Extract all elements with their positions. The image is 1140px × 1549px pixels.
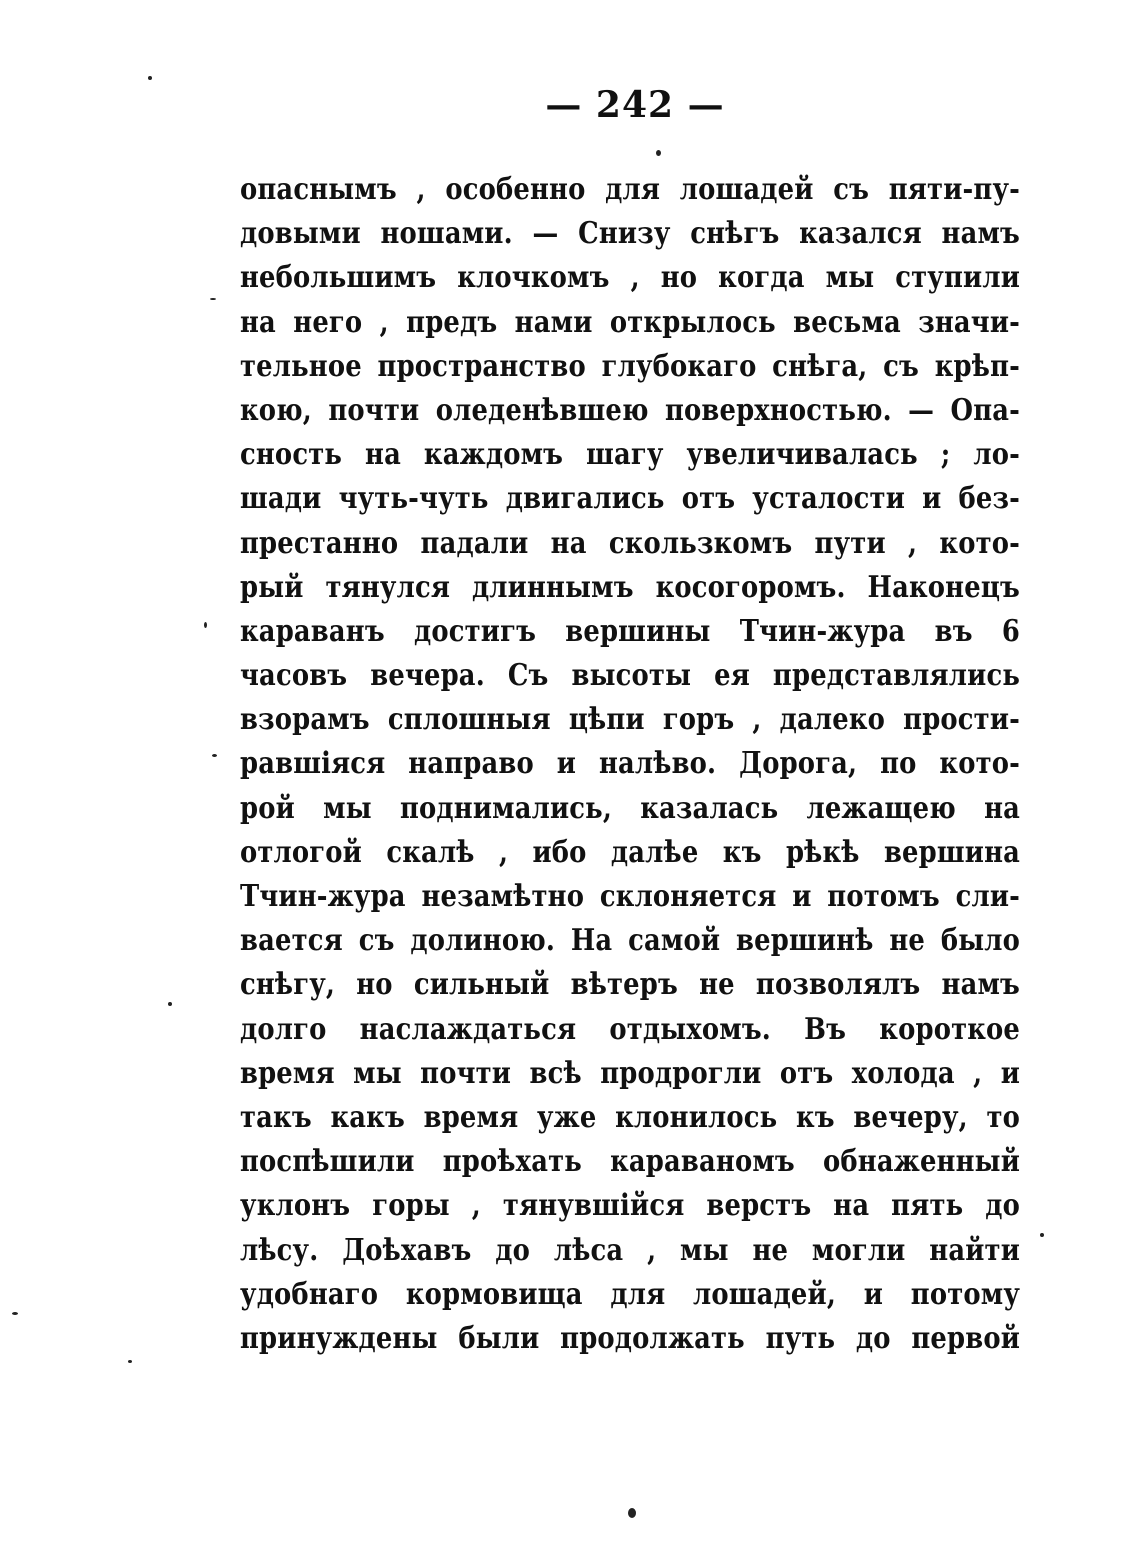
text-line: лѣсу. Доѣхавъ до лѣса , мы не могли найти <box>240 1232 1021 1268</box>
scan-speck <box>210 298 216 300</box>
text-line: равшіяся направо и налѣво. Дорога, по кото- <box>240 746 1021 782</box>
text-line: вается съ долиною. На самой вершинѣ не было <box>240 923 1021 959</box>
text-line: рый тянулся длиннымъ косогоромъ. Наконецъ <box>240 569 1021 605</box>
text-line: кою, почти оледенѣвшею поверхностью. — Опа- <box>240 392 1021 428</box>
scan-speck <box>212 754 217 757</box>
text-line: принуждены были продолжать путь до первой <box>240 1320 1021 1356</box>
scan-speck <box>168 1002 172 1006</box>
text-line: престанно падали на скользкомъ пути , кото- <box>240 525 1021 561</box>
page-number: — 242 — <box>545 84 725 126</box>
text-line: небольшимъ клочкомъ , но когда мы ступили <box>240 260 1021 296</box>
text-line: довыми ношами. — Снизу снѣгъ казался намъ <box>240 216 1021 252</box>
scan-speck <box>656 150 661 156</box>
text-line: тельное пространство глубокаго снѣга, съ крѣп- <box>240 348 1021 384</box>
text-line: Тчин-жура незамѣтно склоняется и потомъ сли- <box>240 879 1021 914</box>
text-line: поспѣшили проѣхать караваномъ обнаженный <box>240 1144 1021 1180</box>
body-text <box>240 168 1020 1361</box>
text-line: время мы почти всѣ продрогли отъ холода , и <box>240 1055 1021 1091</box>
text-line: рой мы поднимались, казалась лежащею на <box>240 790 1021 826</box>
text-line: часовъ вечера. Съ высоты ея представлялись <box>240 658 1021 694</box>
text-line: взорамъ сплошныя цѣпи горъ , далеко прости- <box>240 702 1021 738</box>
text-line: сность на каждомъ шагу увеличивалась ; ло- <box>240 437 1021 473</box>
scan-speck <box>204 622 207 628</box>
text-line: опаснымъ , особенно для лошадей съ пяти-пу- <box>240 172 1021 207</box>
scan-speck <box>128 1360 132 1363</box>
text-line: такъ какъ время уже клонилось къ вечеру, то <box>240 1099 1021 1135</box>
text-line: снѣгу, но сильный вѣтеръ не позволялъ намъ <box>240 967 1021 1003</box>
scan-speck <box>1040 1233 1044 1237</box>
text-line: шади чуть-чуть двигались отъ усталости и без- <box>240 481 1021 517</box>
scan-speck <box>148 76 152 80</box>
text-line: на него , предъ нами открылось весьма значи- <box>240 304 1021 340</box>
text-line: отлогой скалѣ , ибо далѣе къ рѣкѣ вершина <box>240 834 1021 870</box>
scan-speck <box>12 1312 18 1315</box>
text-line: удобнаго кормовища для лошадей, и потому <box>240 1276 1021 1312</box>
text-line: уклонъ горы , тянувшійся верстъ на пять до <box>240 1188 1021 1224</box>
text-line: долго наслаждаться отдыхомъ. Въ короткое <box>240 1011 1021 1047</box>
text-line: караванъ достигъ вершины Тчин-жура въ 6 <box>240 613 1021 649</box>
scan-speck <box>628 1508 636 1518</box>
